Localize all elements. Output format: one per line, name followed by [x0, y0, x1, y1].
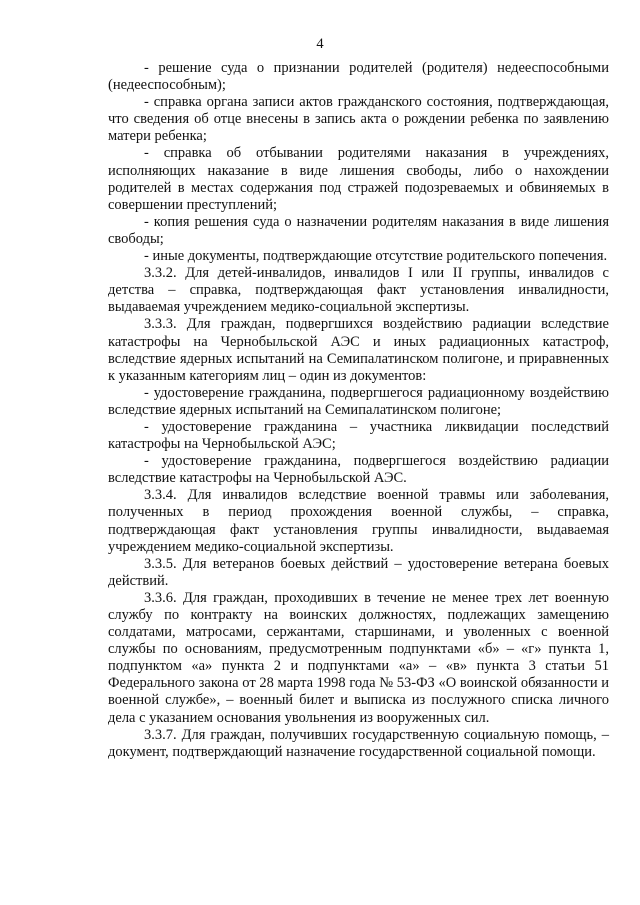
paragraph-chernobyl-liquidator-certificate: - удостоверение гражданина – участника ликвидации последствий катастрофы на Чернобыльской АЭС;: [108, 418, 609, 453]
paragraph-3-3-4: 3.3.4. Для инвалидов вследствие военной травмы или заболевания, полученных в период прохождения военной службы, – справка, подтверждающая факт установления группы инвалидности, выдаваемая учреждением медико-социальной экспертизы.: [108, 487, 609, 555]
paragraph-civil-registry-certificate: - справка органа записи актов гражданского состояния, подтверждающая, что сведения об отце внесены в запись акта о рождении ребенка по заявлению матери ребенка;: [108, 94, 609, 145]
paragraph-3-3-3: 3.3.3. Для граждан, подвергшихся воздействию радиации вследствие катастрофы на Чернобыльской АЭС и иных радиационных катастроф, вследствие ядерных испытаний на Семипалатинском полигоне, и приравненных к указанным категориям лиц – один из документов:: [108, 316, 609, 384]
document-body: [108, 60, 609, 761]
paragraph-chernobyl-radiation-certificate: - удостоверение гражданина, подвергшегося воздействию радиации вследствие катастрофы на Чернобыльской АЭС.: [108, 453, 609, 487]
paragraph-3-3-5: 3.3.5. Для ветеранов боевых действий – удостоверение ветерана боевых действий.: [108, 555, 609, 589]
paragraph-3-3-7: 3.3.7. Для граждан, получивших государственную социальную помощь, – документ, подтверждающий назначение государственной социальной помощи.: [108, 726, 609, 760]
paragraph-3-3-2: 3.3.2. Для детей-инвалидов, инвалидов I или II группы, инвалидов с детства – справка, подтверждающая факт установления инвалидности, выдаваемая учреждением медико-социальной экспертизы.: [108, 265, 609, 316]
paragraph-3-3-6: 3.3.6. Для граждан, проходивших в течение не менее трех лет военную службу по контракту на воинских должностях, подлежащих замещению солдатами, матросами, сержантами, старшинами, и уволенных с военной службы по основаниям, предусмотренным подпунктами «б» – «г» пункта 1, подпунктом «а» пункта 2 и подпунктами «а» – «в» пункта 3 статьи 51 Федерального закона от 28 марта 1998 года № 53-ФЗ «О воинской обязанности и военной службе», – военный билет и выписка из послужного списка личного дела с указанием основания увольнения из вооруженных сил.: [108, 589, 609, 726]
paragraph-semipalatinsk-certificate: - удостоверение гражданина, подвергшегося радиационному воздействию вследствие ядерных испытаний на Семипалатинском полигоне;: [108, 384, 609, 418]
paragraph-imprisonment-certificate: - справка об отбывании родителями наказания в учреждениях, исполняющих наказание в виде лишения свободы, либо о нахождении родителей в местах содержания под стражей подозреваемых и обвиняемых в совершении преступлений;: [108, 145, 609, 213]
page-number: 4: [316, 36, 324, 52]
paragraph-other-documents: - иные документы, подтверждающие отсутствие родительского попечения.: [144, 248, 608, 265]
paragraph-sentence-court-decision: - копия решения суда о назначении родителям наказания в виде лишения свободы;: [108, 213, 609, 247]
paragraph-incapacity-court-decision: - решение суда о признании родителей (родителя) недееспособными (недееспособным);: [108, 60, 609, 94]
